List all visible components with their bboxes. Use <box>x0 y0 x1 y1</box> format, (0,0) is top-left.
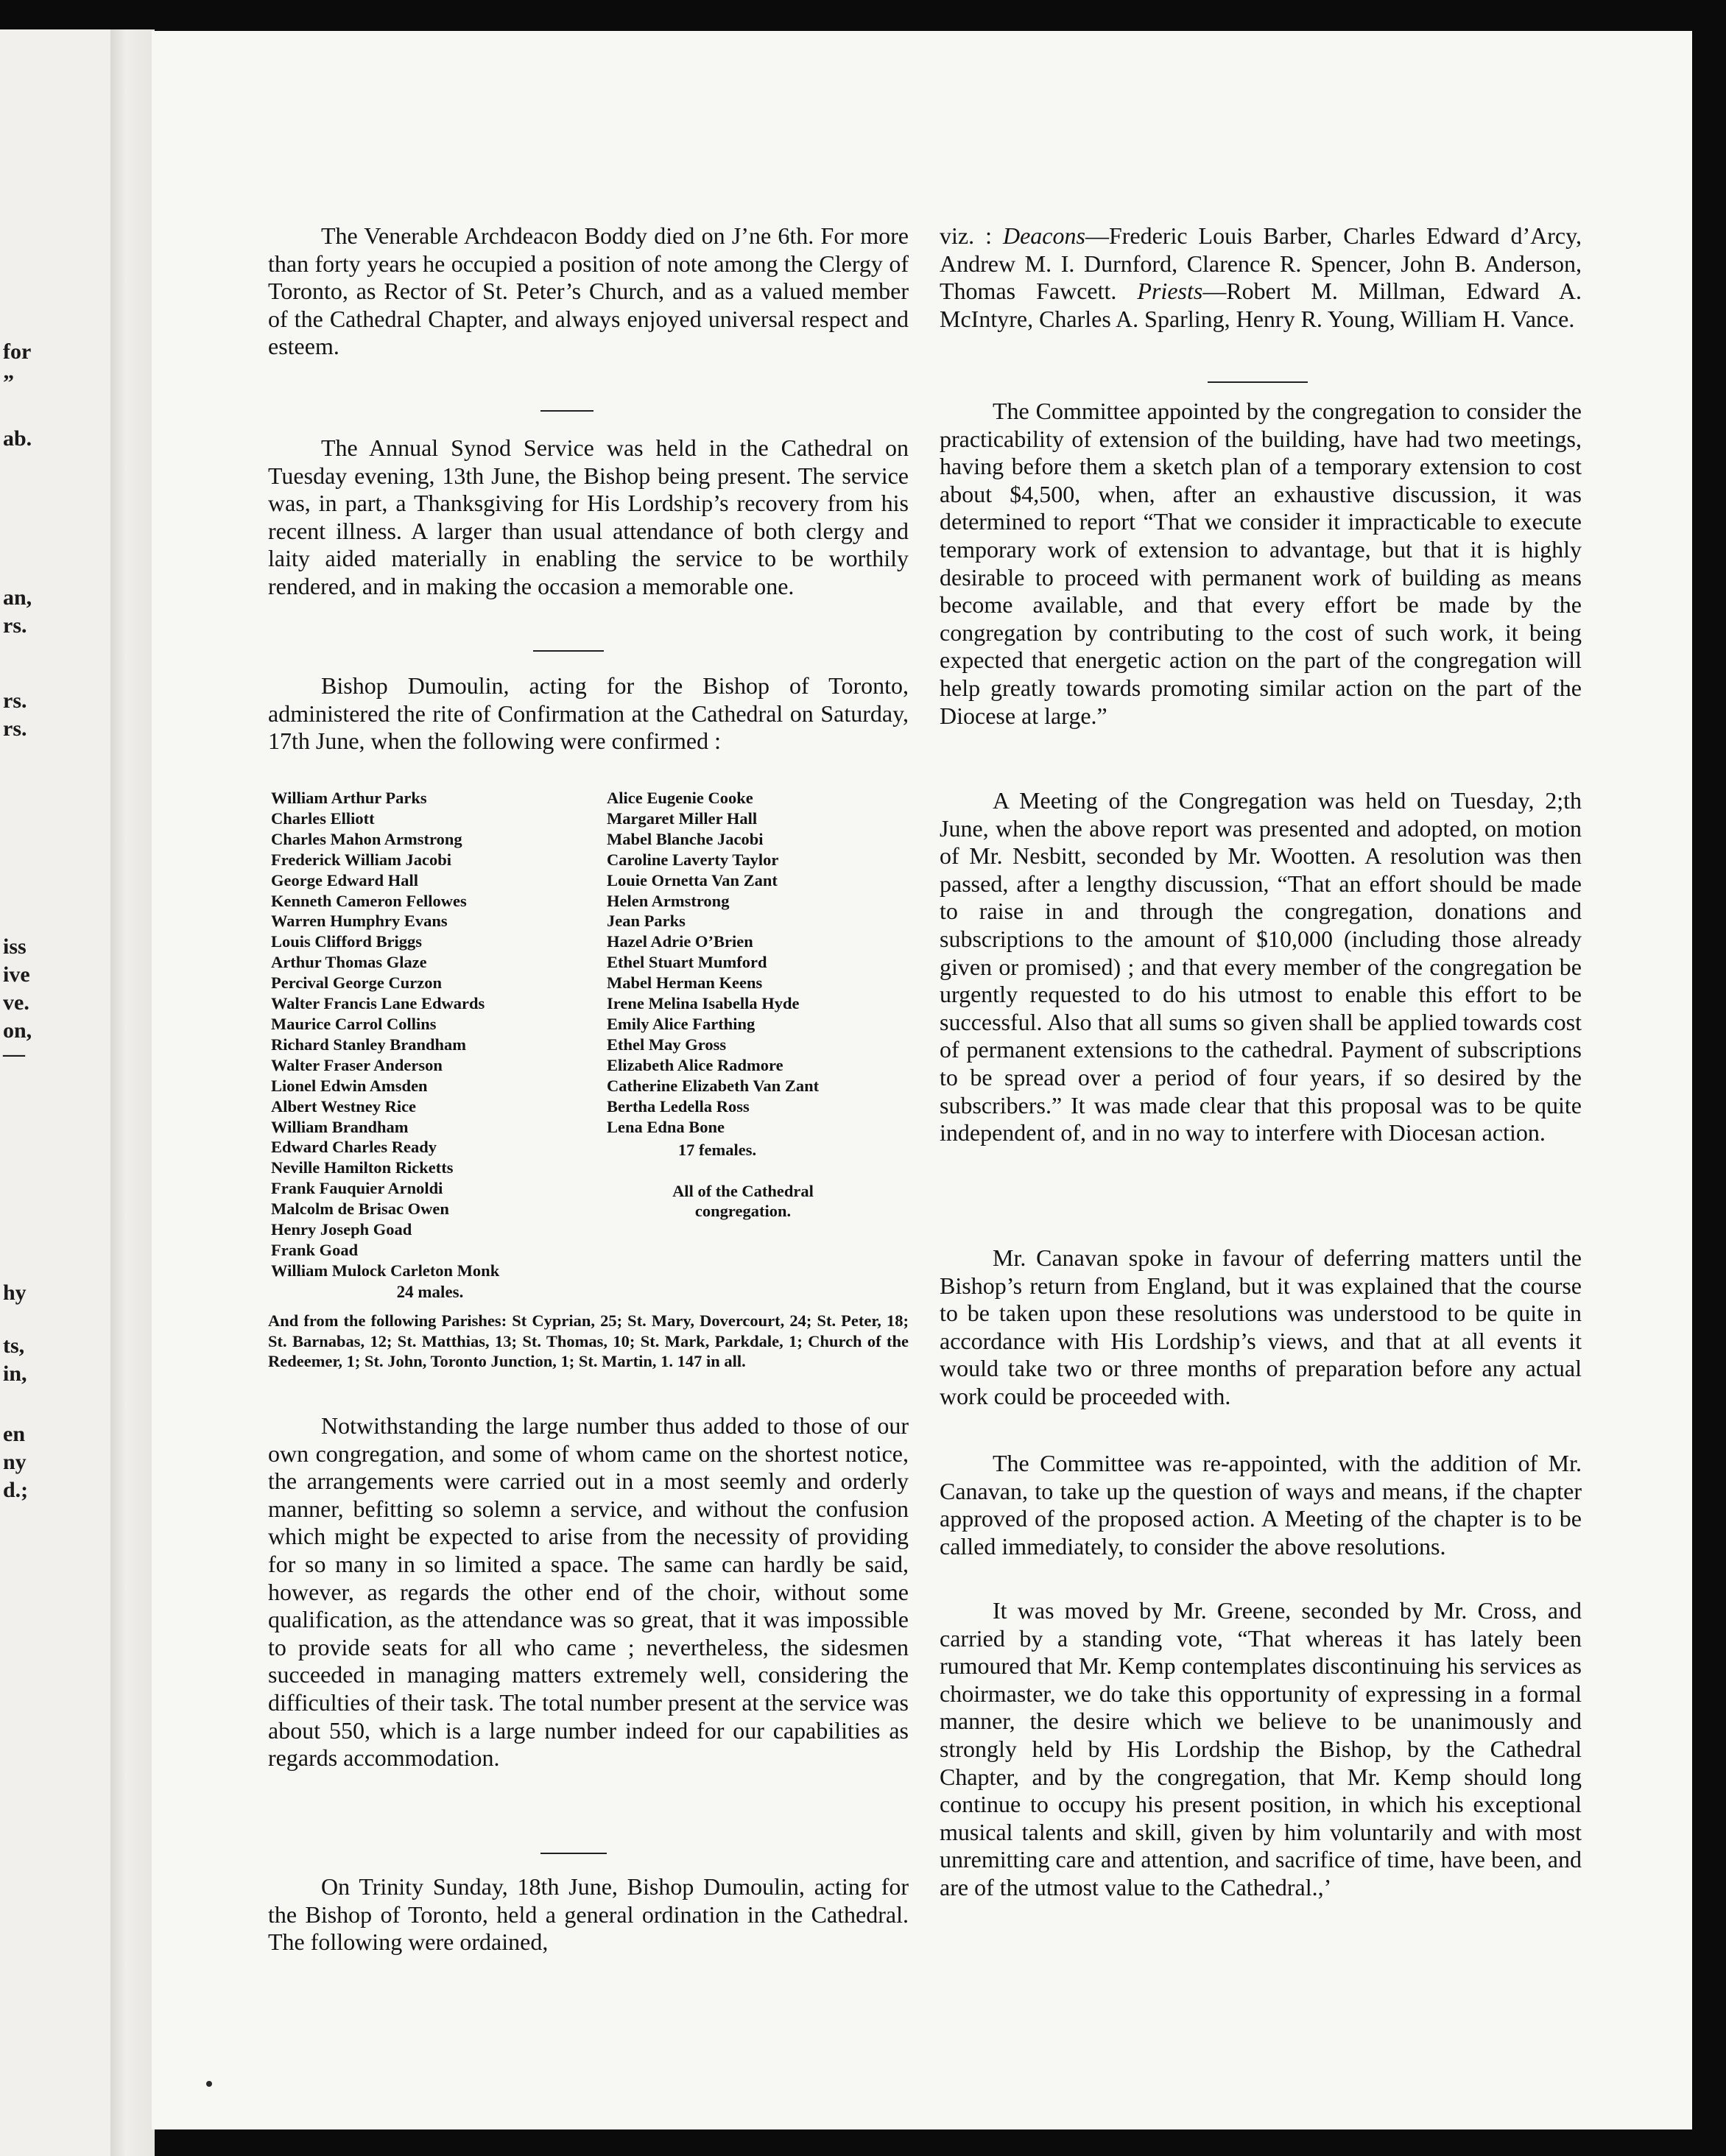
ordinations-paragraph <box>940 222 1582 333</box>
female-name: Ethel May Gross <box>607 1035 727 1054</box>
meeting-paragraph: A Meeting of the Congregation was held on Tuesday, 2;th June, when the above report was presented and adopted, on motion of Mr. Nesbitt, seconded by Mr. Wootten. A resolution was then passed, after a lengthy discussion, “That an effort should be made to raise in and through the congregation, donations and subscriptions to the amount of $10,000 (including those already given or promised) ; and that every member of the congregation be urgently requested to do his utmost to enable this effort to be successful. Also that all sums so given shall be applied towards cost of permanent extensions to the cathedral. Payment of subscriptions to be spread over a period of four years, if so desired by the subscribers.” It was made clear that this proposal was to be quite independent of, and in no way to interfere with Diocesan action. <box>940 787 1582 1146</box>
male-name: Neville Hamilton Ricketts <box>271 1158 454 1177</box>
margin-fragment: ab. <box>3 426 32 451</box>
females-total: 17 females. <box>677 1141 757 1159</box>
male-name: Frederick William Jacobi <box>271 850 451 869</box>
margin-fragment: ny <box>3 1450 27 1474</box>
female-name: Irene Melina Isabella Hyde <box>607 994 800 1013</box>
female-name: Mabel Herman Keens <box>607 973 763 993</box>
scan-border <box>1692 0 1726 2156</box>
female-name: Margaret Miller Hall <box>607 808 758 828</box>
print-speck <box>206 2081 212 2087</box>
female-name: Caroline Laverty Taylor <box>607 850 779 869</box>
female-name: Elizabeth Alice Radmore <box>607 1055 783 1074</box>
notwithstanding-paragraph: Notwithstanding the large number thus added to those of our own congregation, and some of whom came on the shortest notice, the arrangements were carried out in a most seemly and orderly manner, befitting so solemn a service, and without the confusion which might be expected to arise from the necessity of providing for so many in so limited a space. The same can hardly be said, however, as regards the other end of the choir, without some qualification, as the attendance was so great, that it was impossible to provide seats for all who came ; nevertheless, the sidesmen succeeded in managing matters extremely well, considering the difficulties of their task. The total number present at the service was about 550, which is a large number indeed for our capabilities as regards accommodation. <box>268 1412 909 1772</box>
female-name: Bertha Ledella Ross <box>607 1096 750 1116</box>
deacons-label: Deacons <box>1002 222 1085 249</box>
female-name: Lena Edna Bone <box>607 1117 725 1136</box>
male-name: William Mulock Carleton Monk <box>271 1261 500 1280</box>
male-name: Henry Joseph Goad <box>271 1220 412 1239</box>
female-name: Emily Alice Farthing <box>607 1014 755 1033</box>
male-name: Lionel Edwin Amsden <box>271 1076 428 1095</box>
committee-paragraph: The Committee appointed by the congregation to consider the practicability of extension of the building, have had two meetings, having before them a sketch plan of a temporary extension to cost about $4,500, when, after an exhaustive discussion, it was determined to report “That we consider it impracticable to execute temporary work of extension to advantage, but that it is highly desirable to proceed with permanent work of building as means become available, and that every effort be made by the congregation by contributing to the cost of such work, it being expected that energetic action on the part of the congregation will help greatly towards promoting similar action on the part of the Diocese at large.” <box>940 398 1582 729</box>
male-name: Charles Mahon Armstrong <box>271 829 462 848</box>
all-cathedral-note: All of the Cathedral congregation. <box>672 1182 814 1220</box>
males-total: 24 males. <box>396 1283 464 1301</box>
male-name: Percival George Curzon <box>271 973 443 993</box>
female-name: Alice Eugenie Cooke <box>607 789 753 807</box>
margin-fragment: rs. <box>3 613 27 638</box>
margin-fragment: in, <box>3 1361 27 1386</box>
confirmed-males-list <box>268 788 592 1281</box>
priests-label: Priests <box>1137 278 1203 305</box>
female-name: Hazel Adrie O’Brien <box>607 932 753 951</box>
female-name: Ethel Stuart Mumford <box>607 953 767 972</box>
greene-paragraph: It was moved by Mr. Greene, seconded by Mr. Cross, and carried by a standing vote, “That whereas it has lately been rumoured that Mr. Kemp contemplates discontinuing his services as choirmaster, we do take this opportunity of expressing in a formal manner, the desire which we believe to be unanimously and strongly held by His Lordship the Bishop, by the Cathedral Chapter, and by the congregation, that Mr. Kemp should long continue to occupy his present position, in which his exceptional musical talents and skill, given by him voluntarily and with most unremitting care and attention, and sacrifice of time, have been, and are of the utmost value to the Cathedral.,’ <box>940 1597 1582 1900</box>
boddy-paragraph: The Venerable Archdeacon Boddy died on J’ne 6th. For more than forty years he occupied a position of note among the Clergy of Toronto, as Rector of St. Peter’s Church, and as a valued member of the Cathedral Chapter, and always enjoyed universal respect and esteem. <box>268 222 909 360</box>
synod-paragraph: The Annual Synod Service was held in the Cathedral on Tuesday evening, 13th June, the Bishop being present. The service was, in part, a Thanksgiving for His Lordship’s recovery from his recent illness. A larger than usual attendance of both clergy and laity aided materially in enabling the service to be worthily rendered, and in making the occasion a memorable one. <box>268 434 909 599</box>
confirmed-females-list <box>607 788 909 1137</box>
parishes-note: And from the following Parishes: St Cyprian, 25; St. Mary, Dovercourt, 24; St. Peter, 18; St. Barnabas, 12; St. Matthias, 13; St. Thomas, 10; St. Mark, Parkdale, 1; Church of the Redeemer, 1; St. John, Toronto Junction, 1; St. Martin, 1. 147 in all. <box>268 1311 909 1371</box>
male-name: Frank Fauquier Arnoldi <box>271 1179 443 1198</box>
margin-fragment: rs. <box>3 716 27 741</box>
reappointed-paragraph: The Committee was re-appointed, with the addition of Mr. Canavan, to take up the question of ways and means, if the chapter approved of the proposed action. A Meeting of the chapter is to be called immediately, to consider the above resolutions. <box>940 1450 1582 1560</box>
female-name: Jean Parks <box>607 912 686 931</box>
margin-fragment: ” <box>3 370 14 395</box>
margin-fragment: en <box>3 1422 25 1446</box>
male-name: Edward Charles Ready <box>271 1138 437 1157</box>
male-name: Richard Stanley Brandham <box>271 1035 467 1054</box>
section-rule <box>1208 381 1308 383</box>
margin-fragment: on, <box>3 1018 32 1043</box>
male-name: Arthur Thomas Glaze <box>271 953 427 972</box>
male-name: Frank Goad <box>271 1240 359 1259</box>
priests-list: —Robert M. Millman, Edward A. McIntyre, Charles A. Sparling, Henry R. Young, William H. Vance. <box>940 278 1582 332</box>
margin-fragment: ts, <box>3 1334 25 1358</box>
male-name: Kenneth Cameron Fellowes <box>271 891 467 910</box>
margin-fragment: iss <box>3 934 27 959</box>
female-name: Catherine Elizabeth Van Zant <box>607 1076 820 1095</box>
section-rule <box>533 650 604 652</box>
margin-fragment: hy <box>3 1280 27 1305</box>
male-name: Albert Westney Rice <box>271 1096 417 1116</box>
male-name: William Arthur Parks <box>271 789 427 807</box>
confirmation-intro: Bishop Dumoulin, acting for the Bishop of Toronto, administered the rite of Confirmation at the Cathedral on Saturday, 17th June, when the following were confirmed : <box>268 672 909 755</box>
male-name: William Brandham <box>271 1117 409 1136</box>
margin-fragment: ive <box>3 962 30 987</box>
canavan-paragraph: Mr. Canavan spoke in favour of deferring matters until the Bishop’s return from England, but it was explained that the course to be taken upon these resolutions was understood to be quite in accordance with His Lordship’s views, and that at all events it would take two or three months of preparation before any actual work could be proceeded with. <box>940 1244 1582 1409</box>
margin-fragment: for <box>3 339 32 364</box>
margin-fragment: d.; <box>3 1478 29 1502</box>
male-name: Louis Clifford Briggs <box>271 932 423 951</box>
male-name: Malcolm de Brisac Owen <box>271 1199 449 1219</box>
deacons-list: —Frederic Louis Barber, Charles Edward d’Arcy, Andrew M. I. Durnford, Clarence R. Spencer, John B. Anderson, Thomas Fawcett. <box>940 222 1582 305</box>
margin-fragment: — <box>3 1042 25 1066</box>
female-name: Mabel Blanche Jacobi <box>607 829 764 848</box>
previous-page-edge <box>0 29 112 2156</box>
viz-lead: viz. : <box>940 222 992 249</box>
male-name: Charles Elliott <box>271 808 375 828</box>
male-name: Warren Humphry Evans <box>271 912 448 931</box>
male-name: George Edward Hall <box>271 870 418 889</box>
book-gutter <box>110 29 155 2156</box>
section-rule <box>540 1853 607 1854</box>
margin-fragment: ve. <box>3 990 29 1015</box>
male-name: Walter Fraser Anderson <box>271 1055 443 1074</box>
male-name: Walter Francis Lane Edwards <box>271 994 485 1013</box>
margin-fragment: rs. <box>3 688 27 713</box>
section-rule <box>540 410 593 412</box>
male-name: Maurice Carrol Collins <box>271 1014 437 1033</box>
margin-fragment: an, <box>3 585 32 610</box>
trinity-paragraph: On Trinity Sunday, 18th June, Bishop Dumoulin, acting for the Bishop of Toronto, held a general ordination in the Cathedral. The following were ordained, <box>268 1873 909 1956</box>
female-name: Louie Ornetta Van Zant <box>607 870 778 889</box>
female-name: Helen Armstrong <box>607 891 730 910</box>
